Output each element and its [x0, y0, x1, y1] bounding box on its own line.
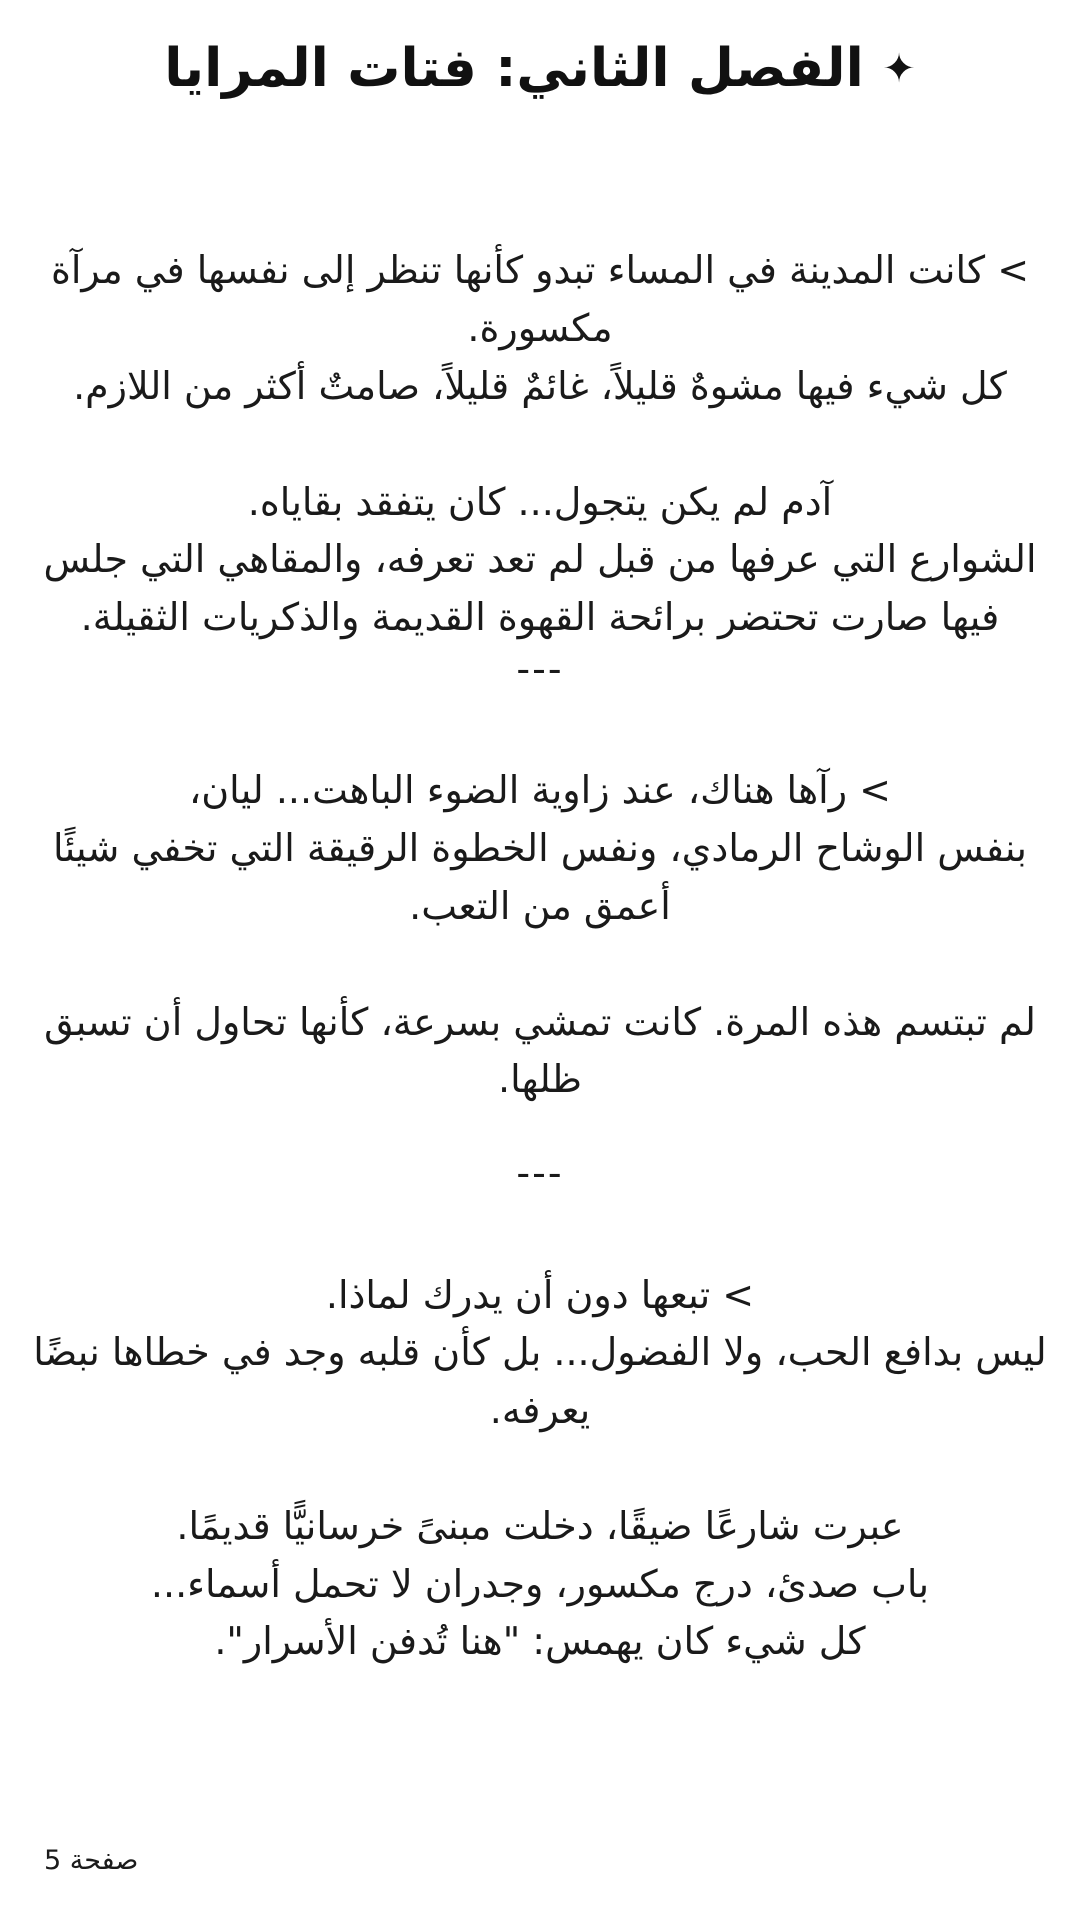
paragraph-line: كل شيء كان يهمس: "هنا تُدفن الأسرار".	[214, 1619, 866, 1664]
sparkle-icon: ✦	[882, 46, 916, 92]
spacer	[26, 1197, 1054, 1267]
paragraph-line: بنفس الوشاح الرمادي، ونفس الخطوة الرقيقة التي تخفي شيئًا أعمق من التعب.	[53, 826, 1027, 928]
page-title	[26, 36, 1054, 102]
paragraph-line: عبرت شارعًا ضيقًا، دخلت مبنىً خرسانيًّا قديمًا.	[176, 1503, 904, 1548]
paragraph-line: باب صدئ، درج مكسور، وجدران لا تحمل أسماء...	[150, 1561, 930, 1606]
paragraph-line: > رآها هناك، عند زاوية الضوء الباهت... ليان،	[188, 768, 892, 813]
paragraph-line: لم تبتسم هذه المرة. كانت تمشي بسرعة، كأنها تحاول أن تسبق ظلها.	[44, 999, 1036, 1102]
page-title-text: الفصل الثاني: فتات المرايا	[164, 38, 864, 99]
paragraph-line: آدم لم يكن يتجول... كان يتفقد بقاياه.	[247, 479, 833, 524]
paragraph-line: ليس بدافع الحب، ولا الفضول... بل كأن قلبه وجد في خطاها نبضًا يعرفه.	[33, 1330, 1047, 1433]
paragraph-line: > كانت المدينة في المساء تبدو كأنها تنظر إلى نفسها في مرآة مكسورة.	[50, 248, 1030, 350]
paragraph-line: > تبعها دون أن يدرك لماذا.	[325, 1272, 755, 1317]
paragraph-block	[26, 762, 1054, 935]
spacer	[26, 1109, 1054, 1151]
section-divider: ---	[516, 646, 564, 691]
spacer	[26, 692, 1054, 762]
page-number: صفحة 5	[44, 1845, 139, 1876]
paragraph-block	[26, 242, 1054, 415]
spacer	[26, 936, 1054, 994]
section-divider: ---	[516, 1151, 564, 1196]
paragraph-line: كل شيء فيها مشوهٌ قليلاً، غائمٌ قليلاً، صامتٌ أكثر من اللازم.	[73, 363, 1007, 408]
paragraph-block	[26, 1267, 1054, 1440]
paragraph-line: الشوارع التي عرفها من قبل لم تعد تعرفه، والمقاهي التي جلس فيها صارت تحتضر برائحة القهوة القديمة والذكريات الثقيلة.	[43, 537, 1037, 639]
spacer	[26, 416, 1054, 474]
paragraph-block	[26, 1498, 1054, 1671]
paragraph-block	[26, 994, 1054, 1110]
document-body	[26, 242, 1054, 1671]
spacer	[26, 1440, 1054, 1498]
paragraph-block	[26, 474, 1054, 647]
